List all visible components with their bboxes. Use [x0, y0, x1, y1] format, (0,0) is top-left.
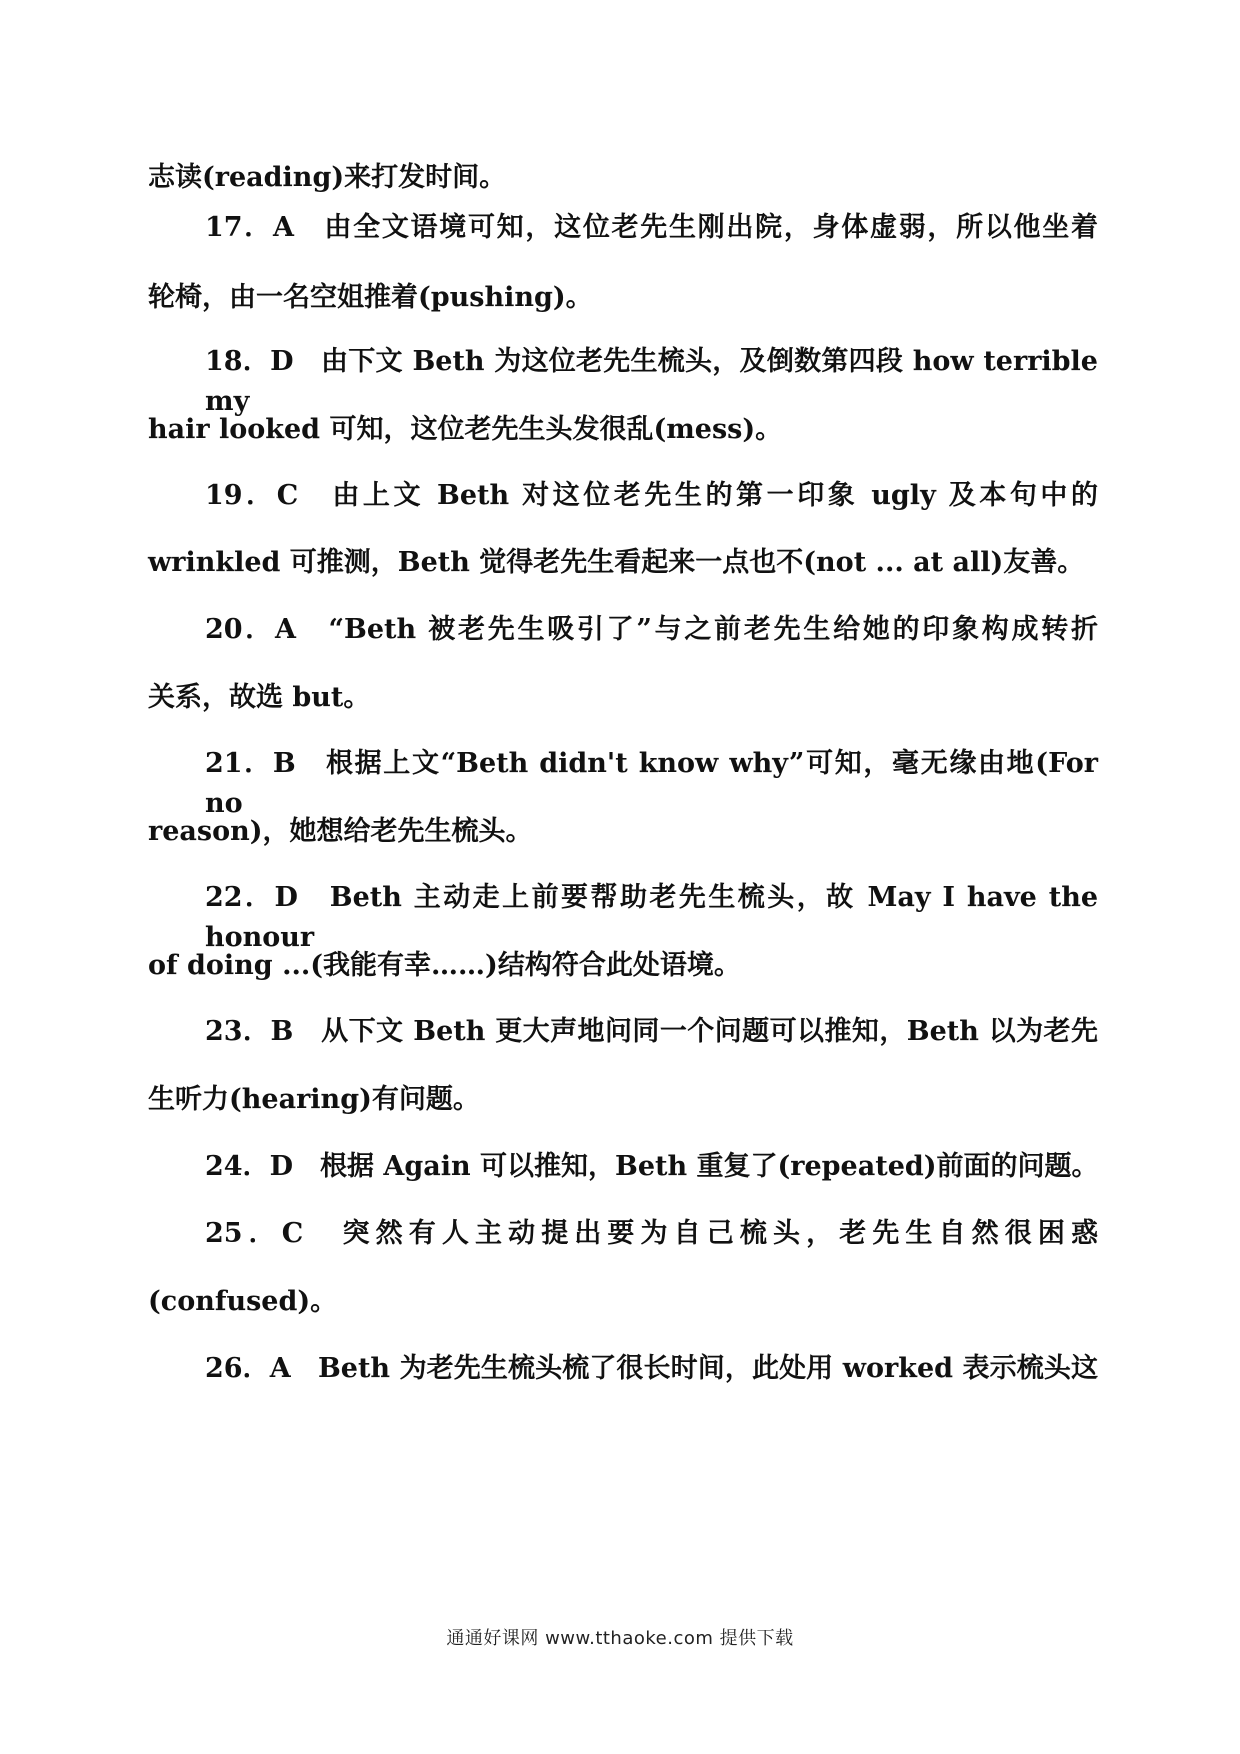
answer-23-line-1: 23．B 从下文 Beth 更大声地问同一个问题可以推知，Beth 以为老先 [205, 1016, 1098, 1047]
answer-19-line-1: 19．C 由上文 Beth 对这位老先生的第一印象 ugly 及本句中的 [205, 480, 1098, 511]
answer-24-line-1: 24．D 根据 Again 可以推知，Beth 重复了(repeated)前面的问题。 [205, 1151, 1099, 1182]
answer-20-line-2: 关系，故选 but。 [148, 682, 371, 713]
answer-22-line-2: of doing ...(我能有幸……)结构符合此处语境。 [148, 950, 741, 981]
answer-25-line-2: (confused)。 [148, 1286, 338, 1317]
footer-source: 通通好课网 www.tthaoke.com 提供下载 [446, 1628, 794, 1649]
answer-20-line-1: 20．A “Beth 被老先生吸引了”与之前老先生给她的印象构成转折 [205, 614, 1098, 645]
answer-25-line-1: 25．C 突然有人主动提出要为自己梳头，老先生自然很困惑 [205, 1218, 1098, 1249]
answer-21-line-2: reason)，她想给老先生梳头。 [148, 816, 533, 847]
answer-21-line-1: 21．B 根据上文“Beth didn't know why”可知，毫无缘由地(For no [205, 748, 1098, 819]
answer-18-line-1: 18．D 由下文 Beth 为这位老先生梳头，及倒数第四段 how terrible my [205, 346, 1098, 417]
text-line-1: 志读(reading)来打发时间。 [148, 162, 507, 193]
answer-17-line-2: 轮椅，由一名空姐推着(pushing)。 [148, 282, 593, 313]
answer-18-line-2: hair looked 可知，这位老先生头发很乱(mess)。 [148, 414, 783, 445]
answer-26-line-1: 26．A Beth 为老先生梳头梳了很长时间，此处用 worked 表示梳头这 [205, 1353, 1098, 1384]
answer-19-line-2: wrinkled 可推测，Beth 觉得老先生看起来一点也不(not ... at all)友善。 [148, 547, 1085, 578]
answer-23-line-2: 生听力(hearing)有问题。 [148, 1084, 480, 1115]
answer-22-line-1: 22．D Beth 主动走上前要帮助老先生梳头，故 May I have the honour [205, 882, 1098, 953]
answer-17-line-1: 17．A 由全文语境可知，这位老先生刚出院，身体虚弱，所以他坐着 [205, 212, 1098, 243]
